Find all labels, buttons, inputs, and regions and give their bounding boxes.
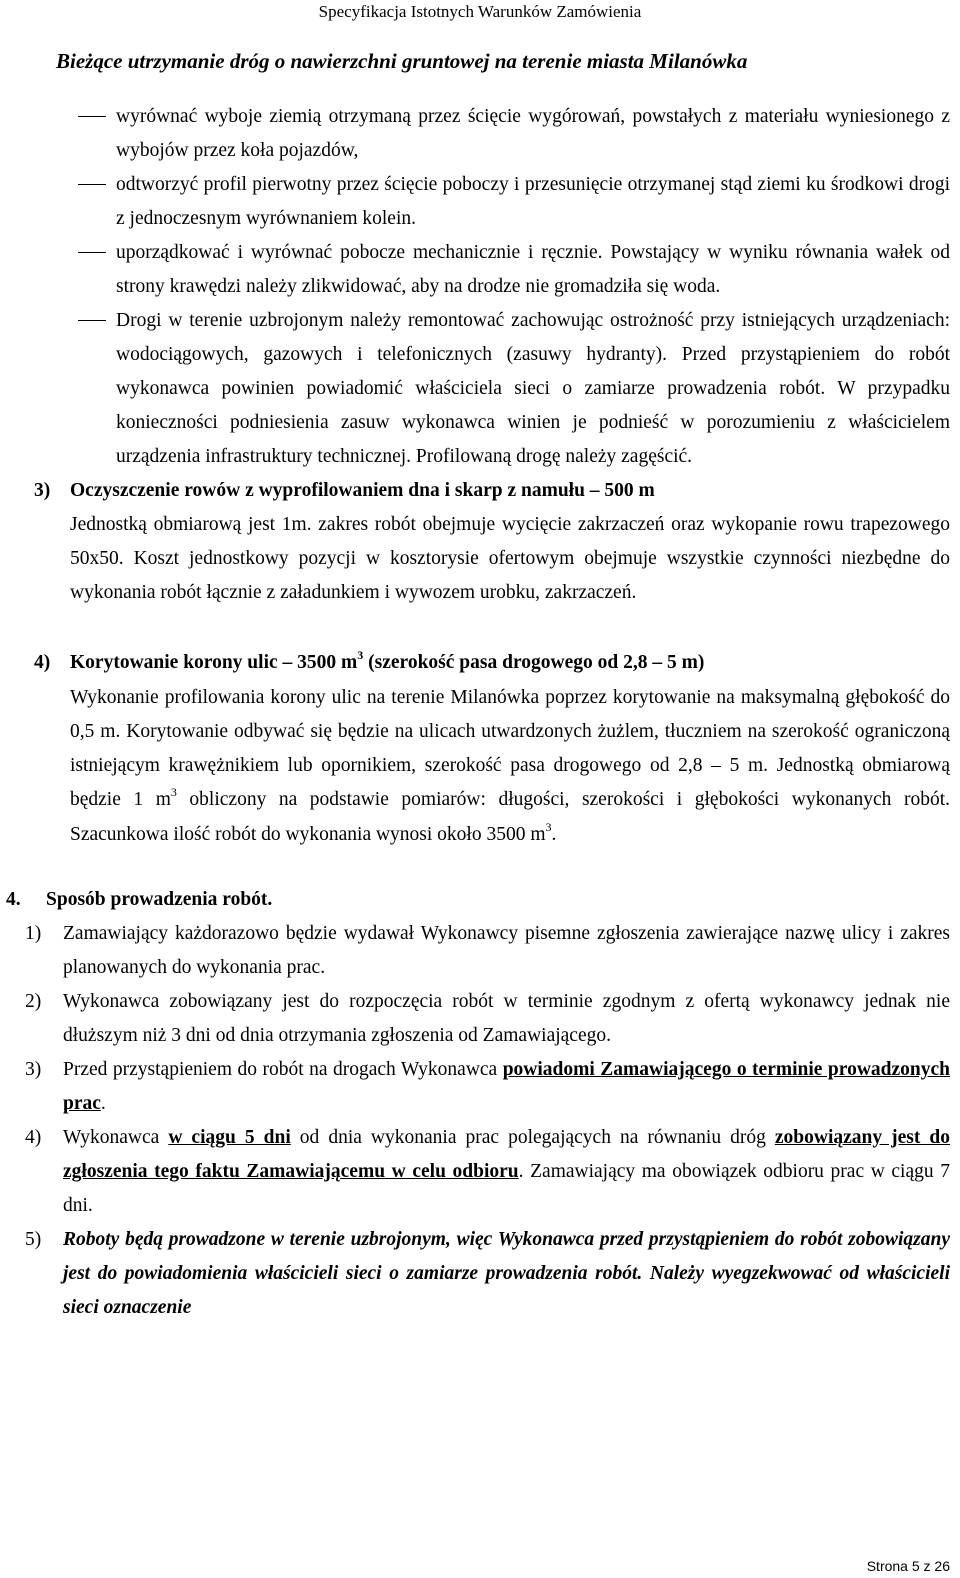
list-item-1 [25, 917, 950, 985]
list-item-3-number: 3) [25, 1059, 42, 1080]
list-item-4-underlined-1: w ciągu 5 dni [168, 1127, 291, 1148]
list-item-4-text-a: Wykonawca [63, 1127, 169, 1148]
section-3-heading: Oczyszczenie rowów z wyprofilowaniem dna i skarp z namułu – 500 m [70, 480, 655, 501]
list-item-1-number: 1) [25, 923, 42, 944]
section-4-number: 4) [34, 652, 51, 673]
section-4-heading-a: Korytowanie korony ulic – 3500 m [70, 652, 358, 673]
section-4-body-c: . [551, 824, 557, 845]
dash-item-2: odtworzyć profil pierwotny przez ścięcie poboczy i przesunięcie otrzymanej stąd ziemi ku środkowi drogi z jednoczesnym wyrównaniem kolein. [116, 168, 950, 236]
page-content [0, 100, 960, 1325]
document-header-title: Bieżące utrzymanie dróg o nawierzchni gruntowej na terenie miasta Milanówka [56, 49, 748, 73]
section-3 [34, 474, 950, 610]
list-item-3-underlined: powiadomi Zamawiającego o terminie prowadzonych prac [63, 1059, 950, 1114]
section-3-number: 3) [34, 480, 51, 501]
section-3-body: Jednostką obmiarową jest 1m. zakres robót obejmuje wycięcie zakrzaczeń oraz wykopanie rowu trapezowego 50x50. Koszt jednostkowy pozycji w kosztorysie ofertowym obejmuje wszystkie czynności niezbędne do wykonania robót łącznie z załadunkiem i wywozem urobku, zakrzaczeń. [70, 514, 950, 603]
list-item-3-text-b: . [100, 1093, 106, 1114]
list-item-5 [25, 1223, 950, 1325]
document-header-spec: Specyfikacja Istotnych Warunków Zamówienia [318, 2, 642, 21]
list-item-2-number: 2) [25, 991, 42, 1012]
section-4-body-b: obliczony na podstawie pomiarów: długości, szerokości i głębokości wykonanych robót. Szacunkowa ilość robót do wykonania wynosi około 3500 m [70, 789, 950, 845]
list-item-2 [25, 985, 950, 1053]
list-item-4-number: 4) [25, 1127, 42, 1148]
chapter-4-number: 4. [6, 889, 21, 910]
section-4-body-sup2: 3 [545, 820, 552, 834]
chapter-4-title: Sposób prowadzenia robót. [46, 889, 273, 910]
list-item-5-text: Roboty będą prowadzone w terenie uzbrojonym, więc Wykonawca przed przystąpieniem do robót zobowiązany jest do powiadomienia właścicieli sieci o zamiarze prowadzenia robót. Należy wyegzekwować od właścicieli sieci oznaczenie [63, 1229, 950, 1318]
section-4-heading [70, 646, 950, 681]
page-number: Strona 5 z 26 [866, 1558, 950, 1574]
section-4 [34, 646, 950, 853]
section-4-body [70, 681, 950, 853]
list-item-4 [25, 1121, 951, 1223]
section-4-body-a: Wykonanie profilowania korony ulic na terenie Milanówka poprzez korytowanie na maksymalną głębokość do 0,5 m. Korytowanie odbywać się będzie na ulicach utwardzonych żużlem, tłuczniem na szerokość ograniczoną istniejącym krawężnikiem lub opornikiem, szerokość pasa drogowego od 2,8 – 5 m. Jednostką obmiarową będzie 1 m [70, 687, 950, 810]
list-item-3 [25, 1053, 950, 1121]
section-4-heading-sup: 3 [357, 648, 364, 662]
dash-item-1: wyrównać wyboje ziemią otrzymaną przez ścięcie wygórowań, powstałych z materiału wyniesionego z wybojów przez koła pojazdów, [116, 100, 950, 168]
list-item-5-number: 5) [25, 1229, 42, 1250]
list-item-4-underlined-2: zobowiązany jest do zgłoszenia tego faktu Zamawiającemu w celu odbioru [63, 1127, 951, 1182]
list-item-4-text-c: . Zamawiający ma obowiązek odbioru prac w ciągu 7 dni. [63, 1161, 950, 1216]
list-item-1-text: Zamawiający każdorazowo będzie wydawał Wykonawcy pisemne zgłoszenia zawierające nazwę ulicy i zakres planowanych do wykonania prac. [63, 923, 950, 978]
section-4-body-sup1: 3 [170, 785, 177, 799]
list-item-4-text-b: od dnia wykonania prac polegających na równaniu dróg [290, 1127, 775, 1148]
chapter-4-heading [6, 883, 960, 917]
dash-item-3: uporządkować i wyrównać pobocze mechanicznie i ręcznie. Powstający w wyniku równania wałek od strony krawędzi należy zlikwidować, aby na drodze nie gromadziła się woda. [116, 236, 950, 304]
dash-item-4: Drogi w terenie uzbrojonym należy remontować zachowując ostrożność przy istniejących urządzeniach: wodociągowych, gazowych i telefonicznych (zasuwy hydranty). Przed przystąpieniem do robót wykonawca powinien powiadomić właściciela sieci o zamiarze prowadzenia robót. W przypadku konieczności podniesienia zasuw wykonawca winien je podnieść w porozumieniu z właścicielem urządzenia infrastruktury technicznej. Profilowaną drogę należy zagęścić. [116, 304, 950, 474]
list-item-2-text: Wykonawca zobowiązany jest do rozpoczęcia robót w terminie zgodnym z ofertą wykonawcy jednak nie dłuższym niż 3 dni od dnia otrzymania zgłoszenia od Zamawiającego. [63, 991, 950, 1046]
section-4-heading-b: (szerokość pasa drogowego od 2,8 – 5 m) [363, 652, 705, 673]
list-item-3-text-a: Przed przystąpieniem do robót na drogach Wykonawca [63, 1059, 503, 1080]
